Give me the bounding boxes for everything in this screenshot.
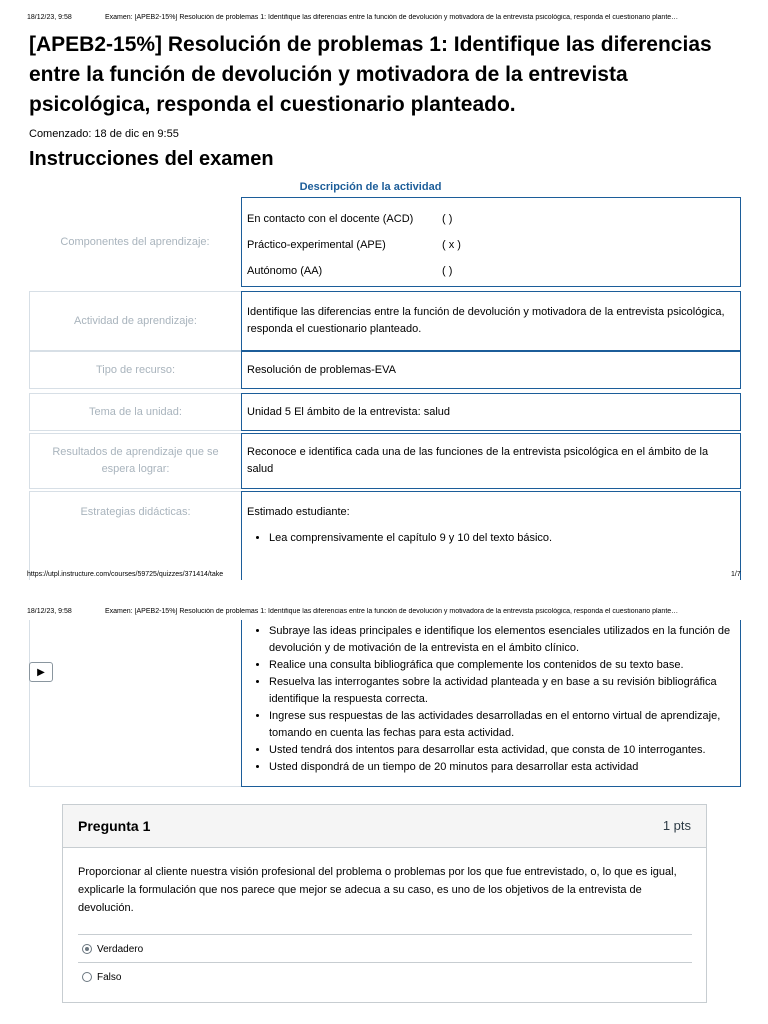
quiz-title: [APEB2-15%] Resolución de problemas 1: Identifique las diferencias entre la función de devolución y motivadora de la entrevista psicológica, responda el cuestionario planteado. [29, 33, 712, 116]
question-header [63, 805, 706, 848]
activity-table-caption: Descripción de la actividad [299, 181, 442, 193]
question-card [62, 804, 707, 1003]
unit-label: Tema de la unidad: [29, 393, 241, 431]
activity-row [29, 291, 741, 351]
question-title: Pregunta 1 [78, 818, 151, 834]
component-aa-mark: ( ) [442, 265, 453, 277]
resource-row [29, 351, 741, 389]
answer-option-falso[interactable] [78, 962, 692, 991]
unit-value: Unidad 5 El ámbito de la entrevista: salud [241, 393, 741, 431]
print-page-number: 1/7 [731, 571, 741, 578]
strategies-row [29, 491, 741, 580]
strategies-value-page2 [241, 620, 741, 787]
activity-value: Identifique las diferencias entre la función de devolución y motivadora de la entrevista psicológica, responda el cuestionario planteado. [241, 291, 741, 351]
strategy-item: • Usted tendrá dos intentos para desarrollar esta actividad, que consta de 10 interrogantes. [269, 742, 735, 759]
results-row [29, 433, 741, 489]
radio-selected-icon[interactable] [82, 944, 92, 954]
strategies-intro: Estimado estudiante: [247, 506, 350, 518]
activity-label: Actividad de aprendizaje: [29, 291, 241, 351]
strategy-item: • Usted dispondrá de un tiempo de 20 minutos para desarrollar esta actividad [269, 759, 735, 776]
print-url: https://utpl.instructure.com/courses/59725/quizzes/371414/take [27, 571, 224, 578]
components-row [29, 197, 741, 287]
question-points: 1 pts [662, 818, 691, 833]
print-title-2: Examen: [APEB2-15%] Resolución de problemas 1: Identifique las diferencias entre la función de devolución y motivadora de la entrevista psicológica, responda el cuestionario plante… [105, 608, 679, 615]
strategies-label: Estrategias didácticas: [29, 491, 241, 580]
resource-label: Tipo de recurso: [29, 351, 241, 389]
print-datetime: 18/12/23, 9:58 [27, 14, 72, 21]
print-title: Examen: [APEB2-15%] Resolución de problemas 1: Identifique las diferencias entre la función de devolución y motivadora de la entrevista psicológica, responda el cuestionario plante… [105, 14, 679, 21]
started-time: Comenzado: 18 de dic en 9:55 [29, 128, 179, 140]
radio-unselected-icon[interactable] [82, 972, 92, 982]
components-label: Componentes del aprendizaje: [60, 235, 210, 248]
component-ape: Práctico-experimental (APE) [247, 239, 386, 251]
play-icon: ▶ [37, 666, 45, 678]
strategy-item: • Realice una consulta bibliográfica que complemente los contenidos de su texto base. [269, 657, 735, 674]
unit-row [29, 393, 741, 431]
component-ape-mark: ( x ) [442, 239, 461, 251]
components-value [241, 197, 741, 287]
print-datetime-2: 18/12/23, 9:58 [27, 608, 72, 615]
strategy-item: • Subraye las ideas principales e identifique los elementos esenciales utilizados en la función de devolución y de motivación de la entrevista en el ámbito clínico. [269, 623, 735, 657]
component-acd-mark: ( ) [442, 213, 453, 225]
strategies-value-page1 [241, 491, 741, 580]
results-value: Reconoce e identifica cada una de las funciones de la entrevista psicológica en el ámbito de la salud [241, 433, 741, 489]
component-aa: Autónomo (AA) [247, 265, 323, 277]
strategy-item: • Lea comprensivamente el capítulo 9 y 10 del texto básico. [269, 530, 735, 547]
answer-option-verdadero[interactable] [78, 934, 692, 963]
results-label: Resultados de aprendizaje que se espera lograr: [29, 433, 241, 489]
resource-value: Resolución de problemas-EVA [241, 351, 741, 389]
question-text: Proporcionar al cliente nuestra visión profesional del problema o problemas por los que fue entrevistado, o, lo que es igual, explicarle la formulación que nos parece que mejor se adecua a su caso, es uno de los objetivos de la entrevista de devolución. [78, 866, 677, 914]
component-acd: En contacto con el docente (ACD) [247, 213, 414, 225]
answer-label: Verdadero [97, 943, 144, 955]
strategies-row-continued [29, 620, 741, 787]
answer-label: Falso [97, 971, 122, 983]
strategy-item: • Resuelva las interrogantes sobre la actividad planteada y en base a su revisión bibliográfica identifique la respuesta correcta. [269, 674, 735, 708]
instructions-heading: Instrucciones del examen [29, 148, 274, 170]
strategy-item: • Ingrese sus respuestas de las actividades desarrolladas en el entorno virtual de aprendizaje, tomando en cuenta las fechas para esta actividad. [269, 708, 735, 742]
media-play-button[interactable] [29, 662, 53, 682]
